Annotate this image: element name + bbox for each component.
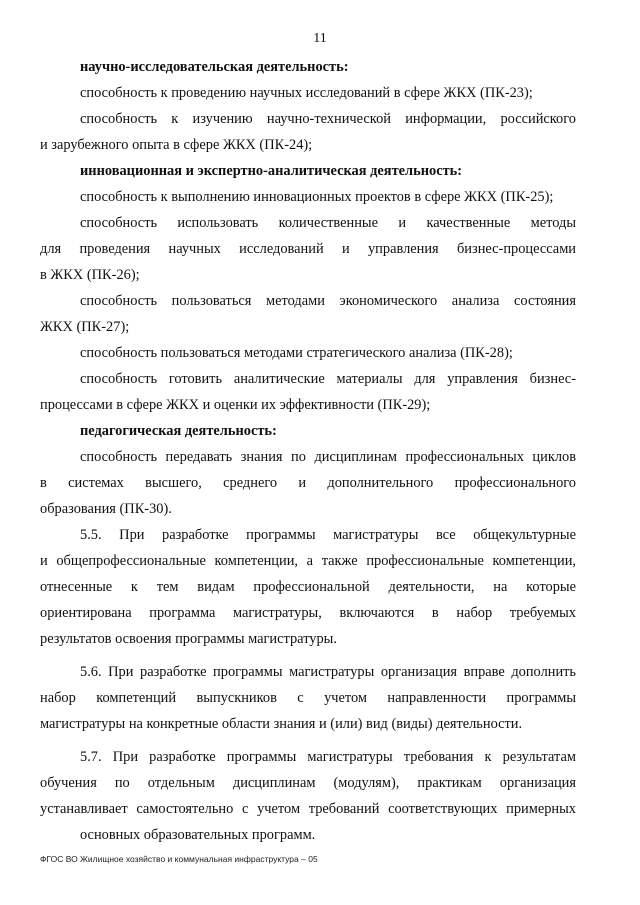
clause-5-6-line1: 5.6. При разработке программы магистратуры организация вправе дополнить [80, 664, 576, 680]
clause-5-5-line3: отнесенные к тем видам профессиональной деятельности, на которые [40, 579, 576, 595]
competency-pk23: способность к проведению научных исследований в сфере ЖКХ (ПК-23); [80, 85, 533, 101]
competency-pk25: способность к выполнению инновационных проектов в сфере ЖКХ (ПК-25); [80, 189, 554, 205]
competency-pk26-line3: в ЖКХ (ПК-26); [40, 267, 140, 283]
paragraph-spacer [40, 737, 576, 744]
competency-pk29-line2: процессами в сфере ЖКХ и оценки их эффективности (ПК-29); [40, 397, 431, 413]
competency-pk30-line2: в системах высшего, среднего и дополнительного профессионального [40, 475, 576, 491]
clause-5-7-line1: 5.7. При разработке программы магистратуры требования к результатам [80, 749, 576, 765]
competency-pk30-line3: образования (ПК-30). [40, 501, 172, 517]
competency-pk26-line2: для проведения научных исследований и управления бизнес-процессами [40, 241, 576, 257]
competency-pk26-line1: способность использовать количественные и качественные методы [80, 215, 576, 231]
competency-pk24-line2: и зарубежного опыта в сфере ЖКХ (ПК-24); [40, 137, 313, 153]
clause-5-6-line2: набор компетенций выпускников с учетом направленности программы [40, 690, 576, 706]
clause-5-5-line4: ориентирована программа магистратуры, включаются в набор требуемых [40, 605, 576, 621]
competency-pk27-line1: способность пользоваться методами экономического анализа состояния [80, 293, 576, 309]
clause-5-7-line2: обучения по отдельным дисциплинам (модулям), практикам организация [40, 775, 576, 791]
section-heading-pedagogical: педагогическая деятельность: [80, 423, 277, 439]
clause-5-6-line3: магистратуры на конкретные области знания и (или) вид (виды) деятельности. [40, 716, 523, 732]
competency-pk30-line1: способность передавать знания по дисциплинам профессиональных циклов [80, 449, 576, 465]
clause-5-5-line5: результатов освоения программы магистратуры. [40, 631, 337, 647]
section-heading-innovation: инновационная и экспертно-аналитическая деятельность: [80, 163, 463, 179]
competency-pk29-line1: способность готовить аналитические материалы для управления бизнес- [80, 371, 576, 387]
competency-pk28: способность пользоваться методами стратегического анализа (ПК-28); [80, 345, 513, 361]
section-heading-research: научно-исследовательская деятельность: [80, 59, 349, 75]
clause-5-7-line4: основных образовательных программ. [80, 827, 316, 843]
clause-5-5-line2: и общепрофессиональные компетенции, а также профессиональные компетенции, [40, 553, 576, 569]
clause-5-5-line1: 5.5. При разработке программы магистратуры все общекультурные [80, 527, 576, 543]
clause-5-7-line3: устанавливает самостоятельно с учетом требований соответствующих примерных [40, 801, 576, 817]
competency-pk27-line2: ЖКХ (ПК-27); [40, 319, 130, 335]
competency-pk24-line1: способность к изучению научно-технической информации, российского [80, 111, 576, 127]
page-number: 11 [313, 31, 327, 46]
paragraph-spacer [40, 652, 576, 659]
document-footer: ФГОС ВО Жилищное хозяйство и коммунальная инфраструктура – 05 [40, 854, 318, 864]
document-body [40, 54, 576, 848]
